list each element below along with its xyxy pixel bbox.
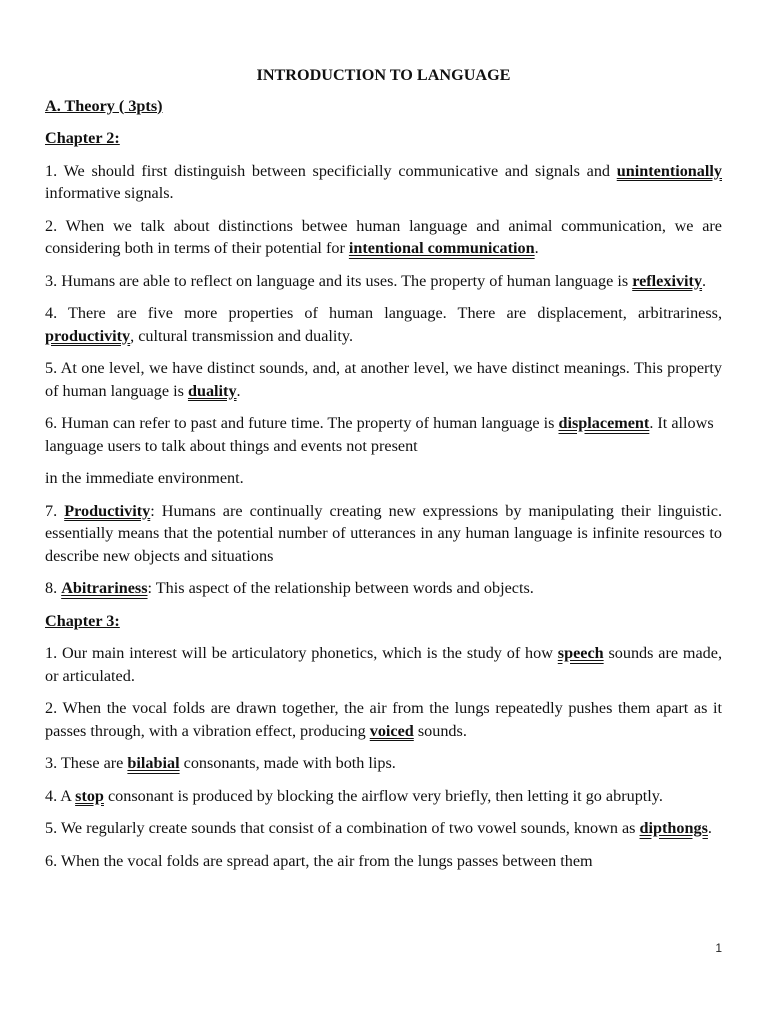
keyword: duality: [187, 381, 237, 400]
keyword: dipthongs: [639, 819, 708, 837]
chapter-2-item-6: 6. Human can refer to past and future time. The property of human language is displacement. It allows language users to talk about things and events not present: [45, 414, 714, 455]
chapter-3-item-5: 5. We regularly create sounds that consist of a combination of two vowel sounds, known as dipthongs.: [45, 819, 712, 837]
keyword: bilabial: [127, 754, 180, 772]
chapter-3-item-1: 1. Our main interest will be articulatory phonetics, which is the study of how speech sounds are made, or articulated.: [45, 644, 722, 685]
chapter-2-heading: Chapter 2:: [45, 129, 120, 147]
keyword: speech: [557, 644, 604, 662]
keyword: Productivity: [64, 501, 151, 520]
keyword: voiced: [369, 721, 414, 740]
chapter-2-item-7: 7. Productivity: Humans are continually creating new expressions by manipulating their linguistic. essentially means that the potential number of utterances in any human language is infinite resources to describe new objects and situations: [45, 501, 722, 565]
chapter-3-item-2: 2. When the vocal folds are drawn together, the air from the lungs repeatedly pushes them apart as it passes through, with a vibration effect, producing voiced sounds.: [45, 699, 722, 740]
keyword: reflexivity: [632, 271, 703, 290]
chapter-2-item-6-continuation: in the immediate environment.: [45, 469, 244, 487]
chapter-3-item-6: 6. When the vocal folds are spread apart, the air from the lungs passes between them: [45, 851, 593, 870]
document-page: [45, 64, 722, 882]
chapter-2-item-3: 3. Humans are able to reflect on language and its uses. The property of human language is reflexivity.: [45, 271, 707, 290]
chapter-3-heading: Chapter 3:: [45, 611, 120, 630]
keyword: Abitrariness: [61, 579, 148, 597]
chapter-2-item-2: 2. When we talk about distinctions betwee human language and animal communication, we are considering both in terms of their potential for intentional communication.: [45, 216, 722, 257]
chapter-2-item-4: 4. There are five more properties of human language. There are displacement, arbitrariness, productivity, cultural transmission and duality.: [45, 304, 722, 345]
keyword: stop: [75, 786, 104, 805]
chapter-3-item-3: 3. These are bilabial consonants, made with both lips.: [45, 754, 396, 772]
theory-heading: A. Theory ( 3pts): [45, 96, 163, 115]
keyword: displacement: [558, 414, 650, 432]
document-title: INTRODUCTION TO LANGUAGE: [256, 66, 511, 84]
chapter-2-item-8: 8. Abitrariness: This aspect of the relationship between words and objects.: [45, 579, 534, 597]
chapter-3-item-4: 4. A stop consonant is produced by blocking the airflow very briefly, then letting it go abruptly.: [45, 786, 663, 805]
keyword: intentional communication: [348, 239, 535, 257]
page-number: 1: [715, 941, 722, 955]
chapter-2-item-5: 5. At one level, we have distinct sounds, and, at another level, we have distinct meanings. This property of human language is duality.: [45, 359, 722, 400]
keyword: unintentionally: [616, 161, 722, 180]
chapter-2-item-1: 1. We should first distinguish between specificially communicative and signals and unintentionally informative signals.: [45, 161, 722, 202]
keyword: productivity: [45, 326, 131, 345]
